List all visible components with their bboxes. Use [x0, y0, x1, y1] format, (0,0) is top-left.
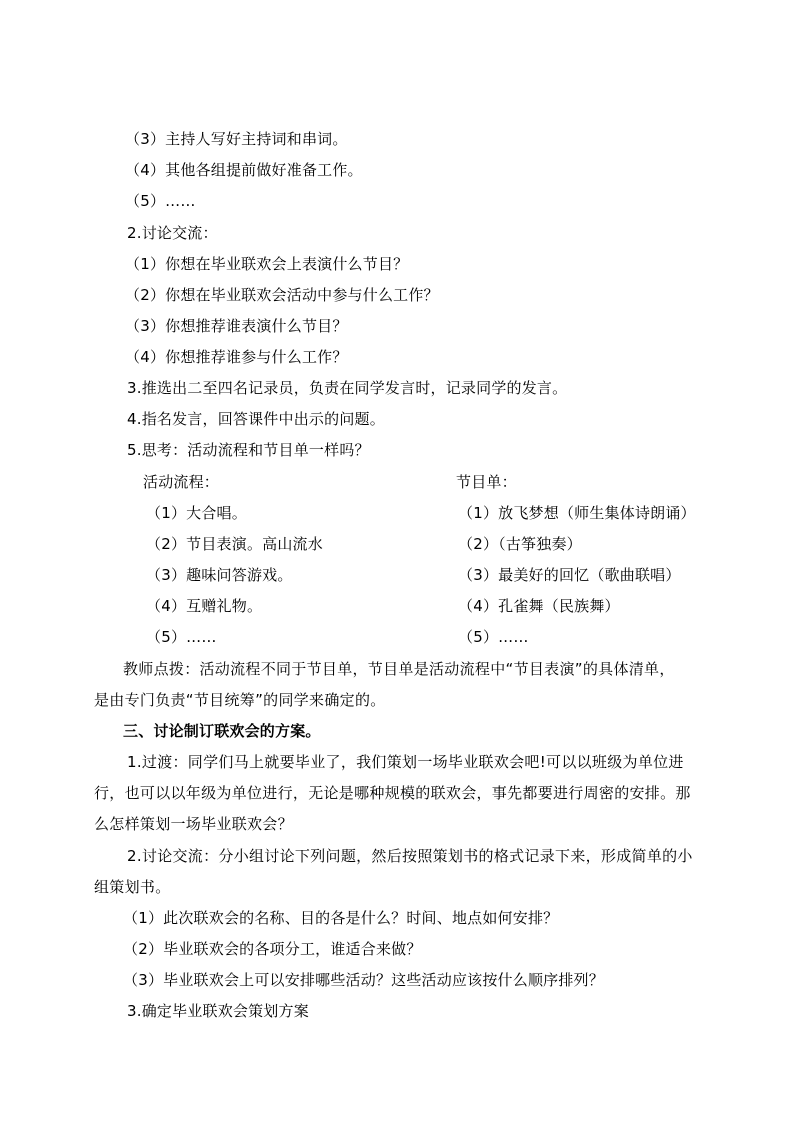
discuss-line: 组策划书。 [94, 878, 171, 896]
program-item: （5）…… [458, 628, 529, 646]
program-heading: 节目单： [456, 473, 517, 491]
flow-item: （1）大合唱。 [146, 504, 247, 522]
program-item: （1）放飞梦想（师生集体诗朗诵） [458, 504, 696, 522]
flow-item: （5）…… [146, 628, 217, 646]
discussion-heading: 2.讨论交流： [127, 224, 218, 242]
program-item: （3）最美好的回忆（歌曲联唱） [458, 566, 681, 584]
list-item: （5）…… [125, 192, 196, 210]
flow-item: （3）趣味问答游戏。 [146, 566, 293, 584]
teacher-note-line: 是由专门负责“节目统筹”的同学来确定的。 [94, 691, 386, 709]
question-item: （4）你想推荐谁参与什么工作？ [125, 348, 348, 366]
question-item: （3）毕业联欢会上可以安排哪些活动？这些活动应该按什么顺序排列？ [123, 971, 604, 989]
discuss-line: 2.讨论交流：分小组讨论下列问题，然后按照策划书的格式记录下来，形成简单的小 [127, 847, 693, 865]
question-item: （1）你想在毕业联欢会上表演什么节目？ [125, 255, 409, 273]
step-item: 4.指名发言，回答课件中出示的问题。 [127, 410, 385, 428]
step-item: 3.推选出二至四名记录员，负责在同学发言时，记录同学的发言。 [127, 379, 568, 397]
final-step: 3.确定毕业联欢会策划方案 [127, 1002, 309, 1020]
list-item: （4）其他各组提前做好准备工作。 [125, 161, 363, 179]
section-title: 三、讨论制订联欢会的方案。 [123, 722, 321, 740]
question-item: （3）你想推荐谁表演什么节目？ [125, 317, 348, 335]
program-item: （2）（古筝独奏） [458, 535, 582, 553]
list-item: （3）主持人写好主持词和串词。 [125, 130, 348, 148]
program-item: （4）孔雀舞（民族舞） [458, 597, 620, 615]
question-item: （1）此次联欢会的名称、目的各是什么？时间、地点如何安排？ [123, 909, 559, 927]
flow-item: （2）节目表演。高山流水 [146, 535, 323, 553]
question-item: （2）你想在毕业联欢会活动中参与什么工作？ [125, 286, 439, 304]
flow-item: （4）互赠礼物。 [146, 597, 263, 615]
transition-line: 1.过渡：同学们马上就要毕业了，我们策划一场毕业联欢会吧!可以以班级为单位进 [127, 753, 684, 771]
step-item: 5.思考：活动流程和节目单一样吗？ [127, 441, 370, 459]
transition-line: 么怎样策划一场毕业联欢会？ [94, 815, 293, 833]
flow-heading: 活动流程： [143, 473, 220, 491]
teacher-note-line: 教师点拨：活动流程不同于节目单，节目单是活动流程中“节目表演”的具体清单， [123, 660, 675, 678]
question-item: （2）毕业联欢会的各项分工，谁适合来做？ [123, 940, 422, 958]
transition-line: 行，也可以以年级为单位进行，无论是哪种规模的联欢会，事先都要进行周密的安排。那 [94, 784, 691, 802]
